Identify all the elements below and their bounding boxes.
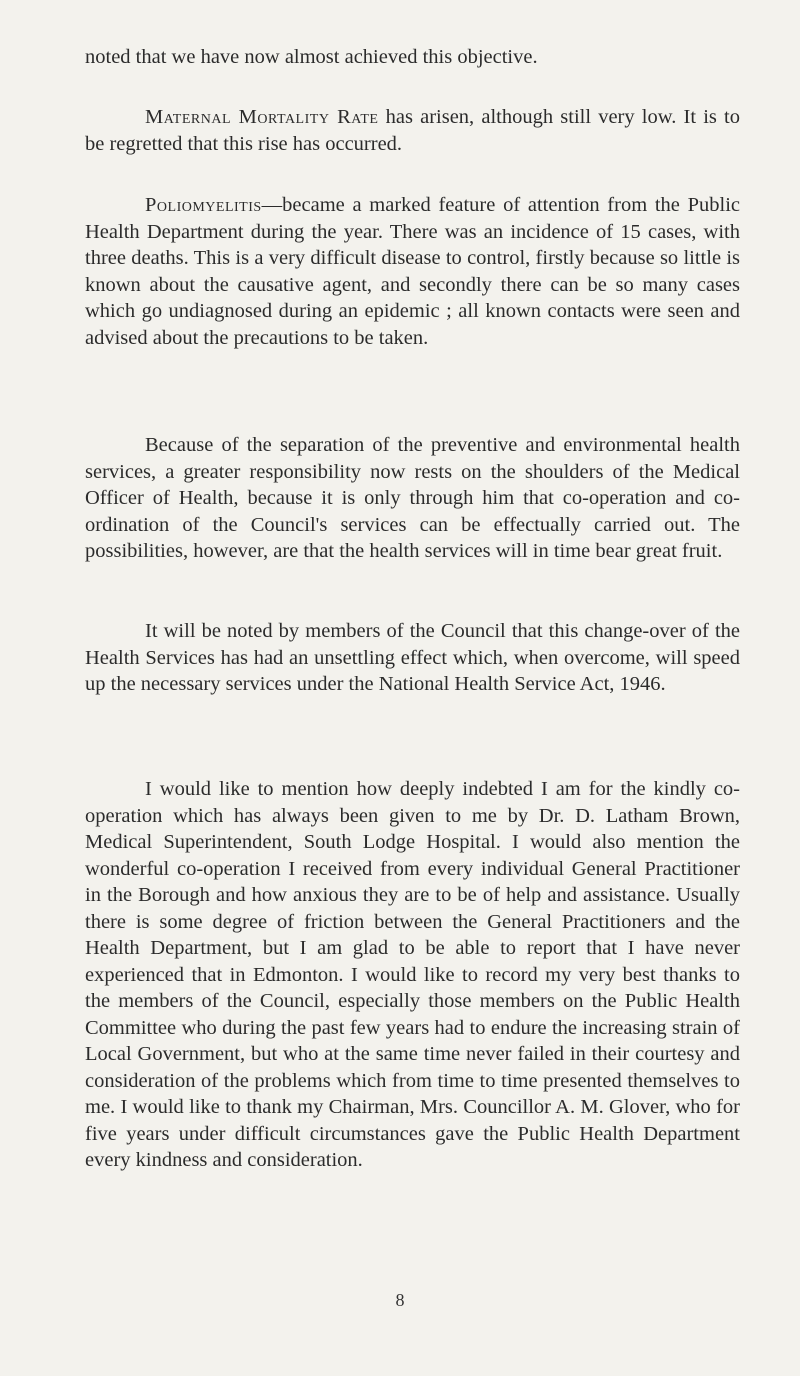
paragraph-acknowledgements — [85, 776, 740, 1174]
paragraph-continuation — [85, 44, 740, 71]
paragraph-text: noted that we have now almost achieved this objective. — [85, 46, 538, 68]
paragraph-poliomyelitis — [85, 192, 740, 351]
paragraph-maternal-mortality — [85, 104, 740, 157]
paragraph-change-over — [85, 618, 740, 698]
paragraph-text: Because of the separation of the preventive and environmental health services, a greater responsibility now rests on the shoulders of the Medical Officer of Health, because it is only through him that co-operation and co-ordination of the Council's services can be effectually carried out. The possibilities, however, are that the health services will in time bear great fruit. — [85, 434, 740, 562]
paragraph-separation-of-services — [85, 432, 740, 565]
paragraph-text: I would like to mention how deeply indebted I am for the kindly co-operation which has always been given to me by Dr. D. Latham Brown, Medical Superintendent, South Lodge Hospital. I would also mention the wonderful co-operation I received from every individual General Practitioner in the Borough and how anxious they are to be of help and assistance. Usually there is some degree of friction between the General Practitioners and the Health Department, but I am glad to be able to report that I have never experienced that in Edmonton. I would like to record my very best thanks to the members of the Council, especially those members on the Public Health Committee who during the past few years had to endure the increasing strain of Local Government, but who at the same time never failed in their courtesy and consideration of the problems which from time to time presented themselves to me. I would like to thank my Chairman, Mrs. Councillor A. M. Glover, who for five years under difficult circumstances gave the Public Health Department every kindness and consideration. — [85, 778, 740, 1171]
paragraph-text: has arisen, although still very low. It is to be regretted that this rise has occurred. — [85, 106, 740, 155]
paragraph-text: It will be noted by members of the Council that this change-over of the Health Services has had an unsettling effect which, when overcome, will speed up the necessary services under the National Health Service Act, 1946. — [85, 620, 740, 695]
paragraph-heading: Maternal Mortality Rate — [145, 106, 379, 128]
paragraph-heading: Poliomyelitis — [145, 194, 262, 216]
paragraph-text: —became a marked feature of attention from the Public Health Department during the year. There was an incidence of 15 cases, with three deaths. This is a very difficult disease to control, firstly because so little is known about the causative agent, and secondly there can be so many cases which go undiagnosed during an epidemic ; all known contacts were seen and advised about the precautions to be taken. — [85, 194, 740, 349]
page-number: 8 — [395, 1290, 405, 1310]
